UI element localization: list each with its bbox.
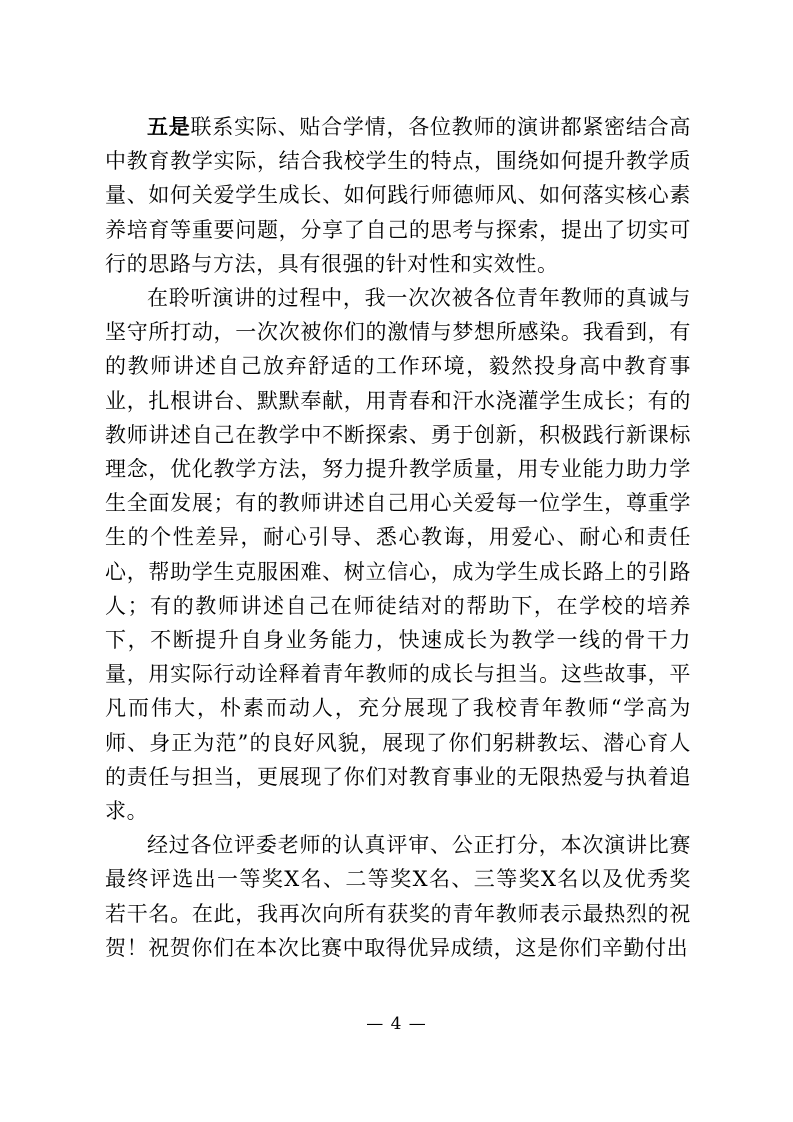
paragraph-text: 经过各位评委老师的认真评审、公正打分，本次演讲比赛最终评选出一等奖X名、二等奖X名、三等奖X名以及优秀奖若干名。在此，我再次向所有获奖的青年教师表示最热烈的祝贺！祝贺你们在本次比赛中取得优异成绩，这是你们辛勤付出 [105,833,691,960]
paragraph-lead: 五是 [147,114,191,139]
paragraph-text: 联系实际、贴合学情，各位教师的演讲都紧密结合高中教育教学实际，结合我校学生的特点，围绕如何提升教学质量、如何关爱学生成长、如何践行师德师风、如何落实核心素养培育等重要问题，分享了自己的思考与探索，提出了切实可行的思路与方法，具有很强的针对性和实效性。 [105,115,691,276]
document-body [105,110,691,965]
paragraph-text: 在聆听演讲的过程中，我一次次被各位青年教师的真诚与坚守所打动，一次次被你们的激情与梦想所感染。我看到，有的教师讲述自己放弃舒适的工作环境，毅然投身高中教育事业，扎根讲台、默默奉献，用青春和汗水浇灌学生成长；有的教师讲述自己在教学中不断探索、勇于创新，积极践行新课标理念，优化教学方法，努力提升教学质量，用专业能力助力学生全面发展；有的教师讲述自己用心关爱每一位学生，尊重学生的个性差异，耐心引导、悉心教诲，用爱心、耐心和责任心，帮助学生克服困难、树立信心，成为学生成长路上的引路人；有的教师讲述自己在师徒结对的帮助下，在学校的培养下，不断提升自身业务能力，快速成长为教学一线的骨干力量，用实际行动诠释着青年教师的成长与担当。这些故事，平凡而伟大，朴素而动人，充分展现了我校青年教师“学高为师、身正为范”的良好风貌，展现了你们躬耕教坛、潜心育人的责任与担当，更展现了你们对教育事业的无限热爱与执着追求。 [105,286,691,824]
paragraph-3 [105,828,691,965]
page-number: — 4 — [366,1014,427,1034]
paragraph-2 [105,281,691,828]
paragraph-1 [105,110,691,281]
